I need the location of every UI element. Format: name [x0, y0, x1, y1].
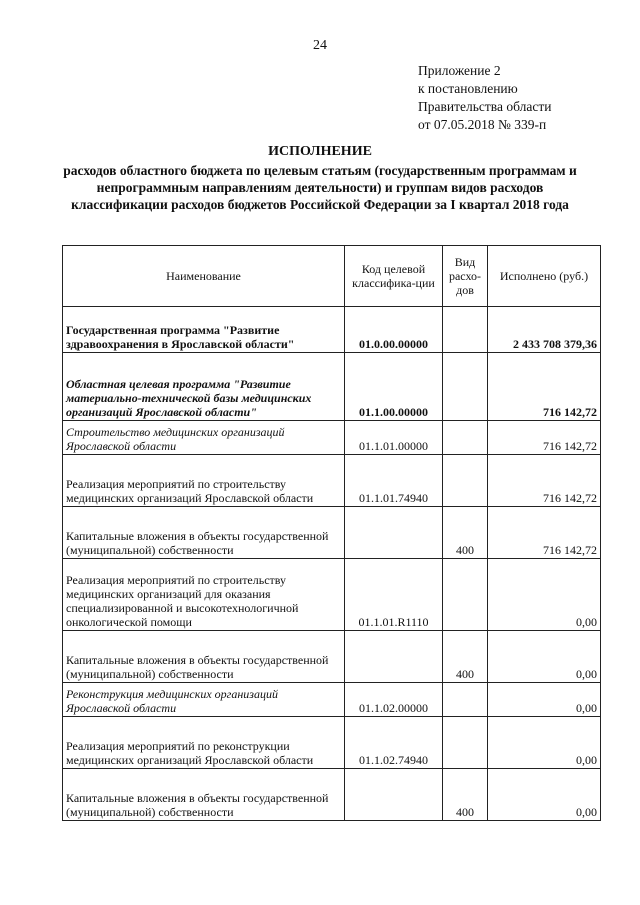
row-vid [443, 559, 488, 631]
row-code: 01.1.01.74940 [345, 455, 443, 507]
table-row [63, 455, 601, 507]
row-vid [443, 353, 488, 421]
appendix-note [418, 62, 551, 134]
row-name: Государственная программа "Развитие здравоохранения в Ярославской области" [63, 307, 345, 353]
appendix-line: к постановлению [418, 81, 518, 96]
row-sum: 716 142,72 [488, 507, 601, 559]
row-code: 01.1.01.00000 [345, 421, 443, 455]
row-name: Капитальные вложения в объекты государственной (муниципальной) собственности [63, 631, 345, 683]
row-vid: 400 [443, 507, 488, 559]
budget-table [62, 245, 601, 821]
row-sum: 0,00 [488, 683, 601, 717]
table-row [63, 353, 601, 421]
header-name: Наименование [63, 246, 345, 307]
row-name: Областная целевая программа "Развитие материально-технической базы медицинских организаций Ярославской области" [63, 353, 345, 421]
header-vid: Вид расхо-дов [443, 246, 488, 307]
row-vid [443, 683, 488, 717]
row-sum: 2 433 708 379,36 [488, 307, 601, 353]
row-code [345, 507, 443, 559]
appendix-line: Правительства области [418, 99, 552, 114]
table-row [63, 683, 601, 717]
row-name: Реконструкция медицинских организаций Ярославской области [63, 683, 345, 717]
row-vid [443, 455, 488, 507]
row-name: Реализация мероприятий по реконструкции медицинских организаций Ярославской области [63, 717, 345, 769]
page-number: 24 [313, 38, 327, 53]
table-row [63, 559, 601, 631]
appendix-line: от 07.05.2018 № 339-п [418, 117, 547, 132]
row-name: Реализация мероприятий по строительству медицинских организаций для оказания специализированной и высокотехнологичной онкологической помощи [63, 559, 345, 631]
row-name: Капитальные вложения в объекты государственной (муниципальной) собственности [63, 769, 345, 821]
row-name: Капитальные вложения в объекты государственной (муниципальной) собственности [63, 507, 345, 559]
row-vid [443, 307, 488, 353]
row-code: 01.1.00.00000 [345, 353, 443, 421]
row-vid [443, 717, 488, 769]
row-code: 01.1.02.00000 [345, 683, 443, 717]
row-sum: 716 142,72 [488, 455, 601, 507]
table-row [63, 507, 601, 559]
row-code: 01.1.01.R1110 [345, 559, 443, 631]
row-code [345, 769, 443, 821]
table-header-row [63, 246, 601, 307]
row-sum: 0,00 [488, 717, 601, 769]
appendix-line: Приложение 2 [418, 63, 501, 78]
row-code: 01.0.00.00000 [345, 307, 443, 353]
document-subtitle: расходов областного бюджета по целевым статьям (государственным программам и непрограммным направлениям деятельности) и группам видов расходов классификации расходов бюджетов Российской Федерации за I квартал 2018 года [63, 163, 577, 212]
table-row [63, 307, 601, 353]
table-row [63, 717, 601, 769]
table-row [63, 769, 601, 821]
table-row [63, 421, 601, 455]
row-sum: 716 142,72 [488, 421, 601, 455]
row-sum: 716 142,72 [488, 353, 601, 421]
row-sum: 0,00 [488, 769, 601, 821]
row-vid [443, 421, 488, 455]
table-row [63, 631, 601, 683]
document-title: ИСПОЛНЕНИЕ [268, 144, 372, 159]
row-code [345, 631, 443, 683]
row-sum: 0,00 [488, 631, 601, 683]
header-code: Код целевой классифика-ции [345, 246, 443, 307]
header-sum: Исполнено (руб.) [488, 246, 601, 307]
row-name: Строительство медицинских организаций Ярославской области [63, 421, 345, 455]
row-sum: 0,00 [488, 559, 601, 631]
row-code: 01.1.02.74940 [345, 717, 443, 769]
row-vid: 400 [443, 631, 488, 683]
row-name: Реализация мероприятий по строительству медицинских организаций Ярославской области [63, 455, 345, 507]
row-vid: 400 [443, 769, 488, 821]
